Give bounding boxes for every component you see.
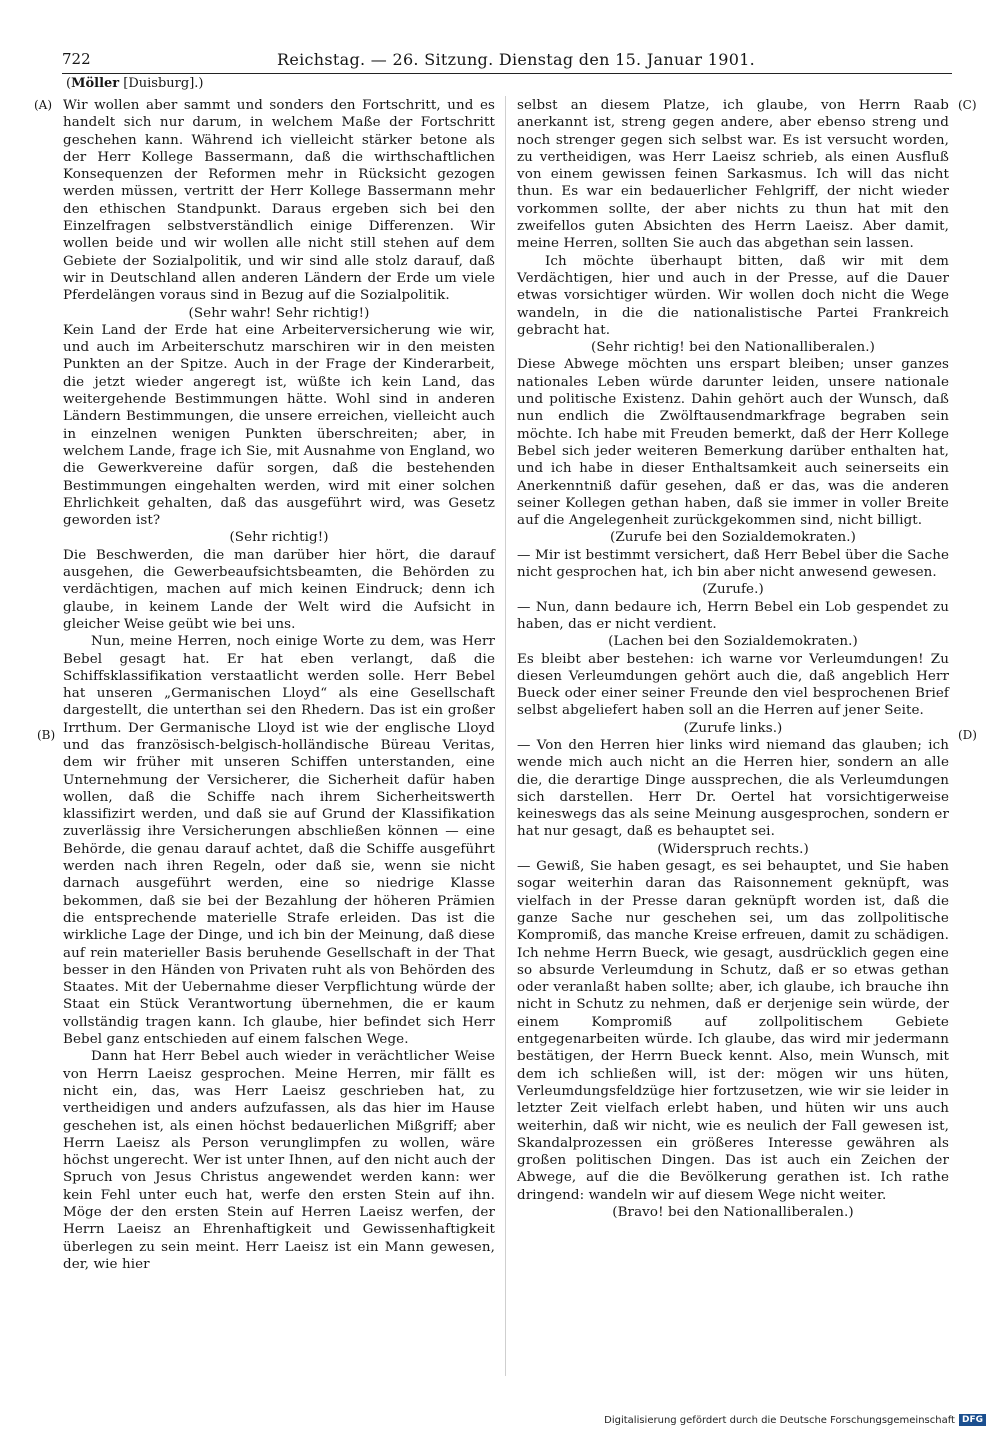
footer-credit xyxy=(604,1414,986,1426)
margin-marker-a: (A) xyxy=(34,98,53,112)
speaker-line: (Möller [Duisburg].) xyxy=(66,76,204,91)
paragraph: Ich möchte überhaupt bitten, daß wir mit dem Verdächtigen, hier und auch in der Presse, auf die Dauer etwas vorsichtiger würden. Wir wollen doch nicht die Wege wandeln, in die die nationalistische Partei Frankreich gebracht hat. xyxy=(517,253,949,338)
margin-marker-d: (D) xyxy=(958,728,977,742)
interjection: (Sehr richtig! bei den Nationalliberalen.) xyxy=(591,340,875,356)
running-header xyxy=(62,50,962,74)
paragraph: Die Beschwerden, die man darüber hier hört, die darauf ausgehen, die Gewerbeaufsichtsbeamten, die Behörden zu verdächtigen, machen auf mich keinen Eindruck; denn ich glaube, in keinem Lande der Welt wird die Aufsicht in gleicher Weise geübt wie bei uns. xyxy=(63,547,495,632)
running-title: Reichstag. — 26. Sitzung. Dienstag den 15. Januar 1901. xyxy=(277,50,756,69)
margin-marker-c: (C) xyxy=(958,98,977,112)
paragraph: — Von den Herren hier links wird niemand das glauben; ich wende mich auch nicht an die Herren hier, sondern an alle die, die derartige Dinge aussprechen, die als Verleumdungen sich darstellen. Herr Dr. Oertel hat vorsichtigerweise keineswegs das als seine Meinung ausgesprochen, sondern er hat nur gesagt, daß es behauptet sei. xyxy=(517,737,949,840)
header-rule xyxy=(62,73,952,74)
paragraph: — Mir ist bestimmt versichert, daß Herr Bebel über die Sache nicht gesprochen hat, ich bin aber nicht anwesend gewesen. xyxy=(517,547,949,581)
margin-marker-b: (B) xyxy=(37,728,56,742)
paragraph: Diese Abwege möchten uns erspart bleiben; unser ganzes nationales Leben würde darunter leiden, unsere nationale und politische Existenz. Dahin gehört auch der Wunsch, daß nun endlich die Zwölftausendmarkfrage begraben sein möchte. Ich habe mit Freuden bemerkt, daß der Herr Kollege Bebel sich jeder weiteren Bemerkung darüber enthalten hat, und ich habe in dieser Enthaltsamkeit auch seinerseits ein Anerkenntniß dafür gesehen, daß er das, was die anderen seiner Kollegen gethan haben, daß sie immer in voller Breite auf die Angelegenheit zurückgekommen sind, nicht billigt. xyxy=(517,357,949,529)
page-number: 722 xyxy=(62,50,91,68)
paragraph: — Nun, dann bedaure ich, Herrn Bebel ein Lob gespendet zu haben, das er nicht verdient. xyxy=(517,599,949,632)
paragraph: selbst an diesem Platze, ich glaube, von Herrn Raab anerkannt ist, streng gegen andere, aber ebenso streng und noch strenger gegen sich selbst war. Es ist versucht worden, zu vertheidigen, was Herr Laeisz schrieb, als einen Ausfluß von einem gewissen feinen Sarkasmus. Ich will das nicht thun. Es war ein bedauerlicher Fehlgriff, der nicht wieder vorkommen sollte, der aber nichts zu thun hat mit den zweifellos guten Absichten des Herrn Laeisz. Aber damit, meine Herren, sollten Sie auch das abgethan sein lassen. xyxy=(517,98,949,252)
paragraph: Kein Land der Erde hat eine Arbeiterversicherung wie wir, und auch im Arbeiterschutz marschiren wir in den meisten Punkten an der Spitze. Auch in der Frage der Kinderarbeit, die jetzt wieder angeregt ist, wüßte ich kein Land, das weitergehende Bestimmungen hätte. Wohl sind in anderen Ländern Bestimmungen, die unsere erreichen, vielleicht auch in einzelnen wenigen Punkten überschreiten; aber, in welchem Lande, frage ich Sie, mit Ausnahme von England, wo die Gewerkvereine dafür sorgen, daß die bestehenden Bestimmungen eingehalten werden, wird mit einer solchen Ehrlichkeit gehalten, daß das ausgeführt wird, was Gesetz geworden ist? xyxy=(63,322,495,529)
paragraph: Wir wollen aber sammt und sonders den Fortschritt, und es handelt sich nur darum, in welchem Maße der Fortschritt geschehen kann. Während ich vielleicht stärker betone als der Herr Kollege Bassermann, daß die wirthschaftlichen Konsequenzen der Reformen mehr in Rücksicht gezogen werden müssen, vertritt der Herr Kollege Bassermann mehr den ethischen Standpunkt. Daraus ergeben sich bei den Einzelfragen selbstverständlich einige Differenzen. Wir wollen beide und wir wollen alle nicht still stehen auf dem Gebiete der Sozialpolitik, und wir sind alle stolz darauf, daß wir in Deutschland allen anderen Ländern der Erde um viele Pferdelängen voraus sind in Bezug auf die Sozialpolitik. xyxy=(63,98,495,304)
interjection: (Sehr wahr! Sehr richtig!) xyxy=(188,305,370,321)
speaker-name: Möller xyxy=(71,76,120,91)
interjection: (Zurufe bei den Sozialdemokraten.) xyxy=(610,530,856,546)
left-column xyxy=(63,97,495,1273)
dfg-logo: DFG xyxy=(959,1414,986,1426)
interjection: (Lachen bei den Sozialdemokraten.) xyxy=(608,634,858,650)
footer-text: Digitalisierung gefördert durch die Deutsche Forschungsgemeinschaft xyxy=(604,1414,955,1426)
paragraph: Es bleibt aber bestehen: ich warne vor Verleumdungen! Zu diesen Verleumdungen gehört auch die, daß angeblich Herr Bueck oder einer seiner Freunde den viel besprochenen Brief selbst abgeliefert haben soll an die Herren auf jener Seite. xyxy=(517,651,949,719)
interjection: (Zurufe links.) xyxy=(683,720,783,736)
speaker-constituency: [Duisburg].) xyxy=(123,76,204,91)
paragraph: Nun, meine Herren, noch einige Worte zu dem, was Herr Bebel gesagt hat. Er hat eben verlangt, daß die Schiffsklassifikation verstaatlicht werden solle. Herr Bebel hat unseren „Germanischen Lloyd“ als eine Gesellschaft dargestellt, die unterthan sei den Rhedern. Das ist ein großer Irrthum. Der Germanische Lloyd ist wie der englische Lloyd und das französisch-belgisch-holländische Büreau Veritas, dem wir früher mit unseren Schiffen unterstanden, eine Unternehmung der Versicherer, die Sicherheit dafür haben wollen, daß die Schiffe nach ihrem Sicherheitswerth klassifizirt werden, und daß sie auf Grund der Klassifikation zuverlässig ihre Versicherungen abschließen können — eine Behörde, die genau darauf achtet, daß die Schiffe ausgeführt werden nach ihren Regeln, oder daß sie, wenn sie nicht darnach ausgeführt werden, eine so niedrige Klasse bekommen, daß sie bei der Bezahlung der höheren Prämien die entsprechende materielle Strafe erleiden. Das ist die wirkliche Lage der Dinge, und ich bin der Meinung, daß diese auf rein materieller Basis beruhende Gesellschaft in der That besser in den Händen von Privaten ruht als von Behörden des Staates. Mit der Uebernahme dieser Verpflichtung würde der Staat ein Stück Verantwortung übernehmen, die er kaum vollständig tragen kann. Ich glaube, hier befindet sich Herr Bebel ganz entschieden auf einem falschen Wege. xyxy=(63,634,495,1048)
right-column xyxy=(517,97,949,1221)
interjection: (Zurufe.) xyxy=(702,582,764,598)
column-divider xyxy=(505,96,506,1376)
paragraph: Dann hat Herr Bebel auch wieder in verächtlicher Weise von Herrn Laeisz gesprochen. Meine Herren, mir fällt es nicht ein, das, was Herr Laeisz geschrieben hat, zu vertheidigen und anders aufzufassen, als das hier im Hause geschehen ist, als einen höchst bedauerlichen Mißgriff; aber Herrn Laeisz als Person verunglimpfen zu wollen, wäre höchst ungerecht. Wer ist unter Ihnen, auf den nicht auch der Spruch von Jesus Christus angewendet werden kann: wer kein Fehl unter euch hat, werfe den ersten Stein auf ihn. Möge der den ersten Stein auf Herren Laeisz werfen, der Herrn Laeisz an Ehrenhaftigkeit und Gewissenhaftigkeit überlegen zu sein meint. Herr Laeisz ist ein Mann gewesen, der, wie hier xyxy=(63,1049,495,1272)
paragraph: — Gewiß, Sie haben gesagt, es sei behauptet, und Sie haben sogar weiterhin daran das Raisonnement geknüpft, was vielfach in der Presse daran geknüpft worden ist, daß die ganze Sache nur geschehen sei, um das zollpolitische Kompromiß, das manche Kreise erfreuen, damit zu schädigen. Ich nehme Herrn Bueck, wie gesagt, ausdrücklich gegen eine so absurde Verleumdung in Schutz, daß er so etwas gethan oder veranlaßt haben sollte; aber, ich glaube, ich brauche ihn nicht in Schutz zu nehmen, daß er derjenige sein würde, der einem Kompromiß auf zollpolitischem Gebiete entgegenarbeiten würde. Ich glaube, das wird mir jedermann bestätigen, der Herrn Bueck kennt. Also, mein Wunsch, mit dem ich schließen will, ist der: mögen wir uns hüten, Verleumdungsfeldzüge hier fortzusetzen, wie wir sie leider in letzter Zeit vielfach erlebt haben, und hüten wir uns auch weiterhin, daß wir nicht, wie es neulich der Fall gewesen ist, Skandalprozessen ein größeres Interesse gewähren als großen politischen Dingen. Das ist auch ein Zeichen der Abwege, auf die die Bevölkerung gerathen ist. Ich rathe dringend: wandeln wir auf diesem Wege nicht weiter. xyxy=(517,859,949,1203)
interjection: (Bravo! bei den Nationalliberalen.) xyxy=(612,1205,854,1220)
interjection: (Widerspruch rechts.) xyxy=(657,841,809,857)
interjection: (Sehr richtig!) xyxy=(229,530,329,546)
